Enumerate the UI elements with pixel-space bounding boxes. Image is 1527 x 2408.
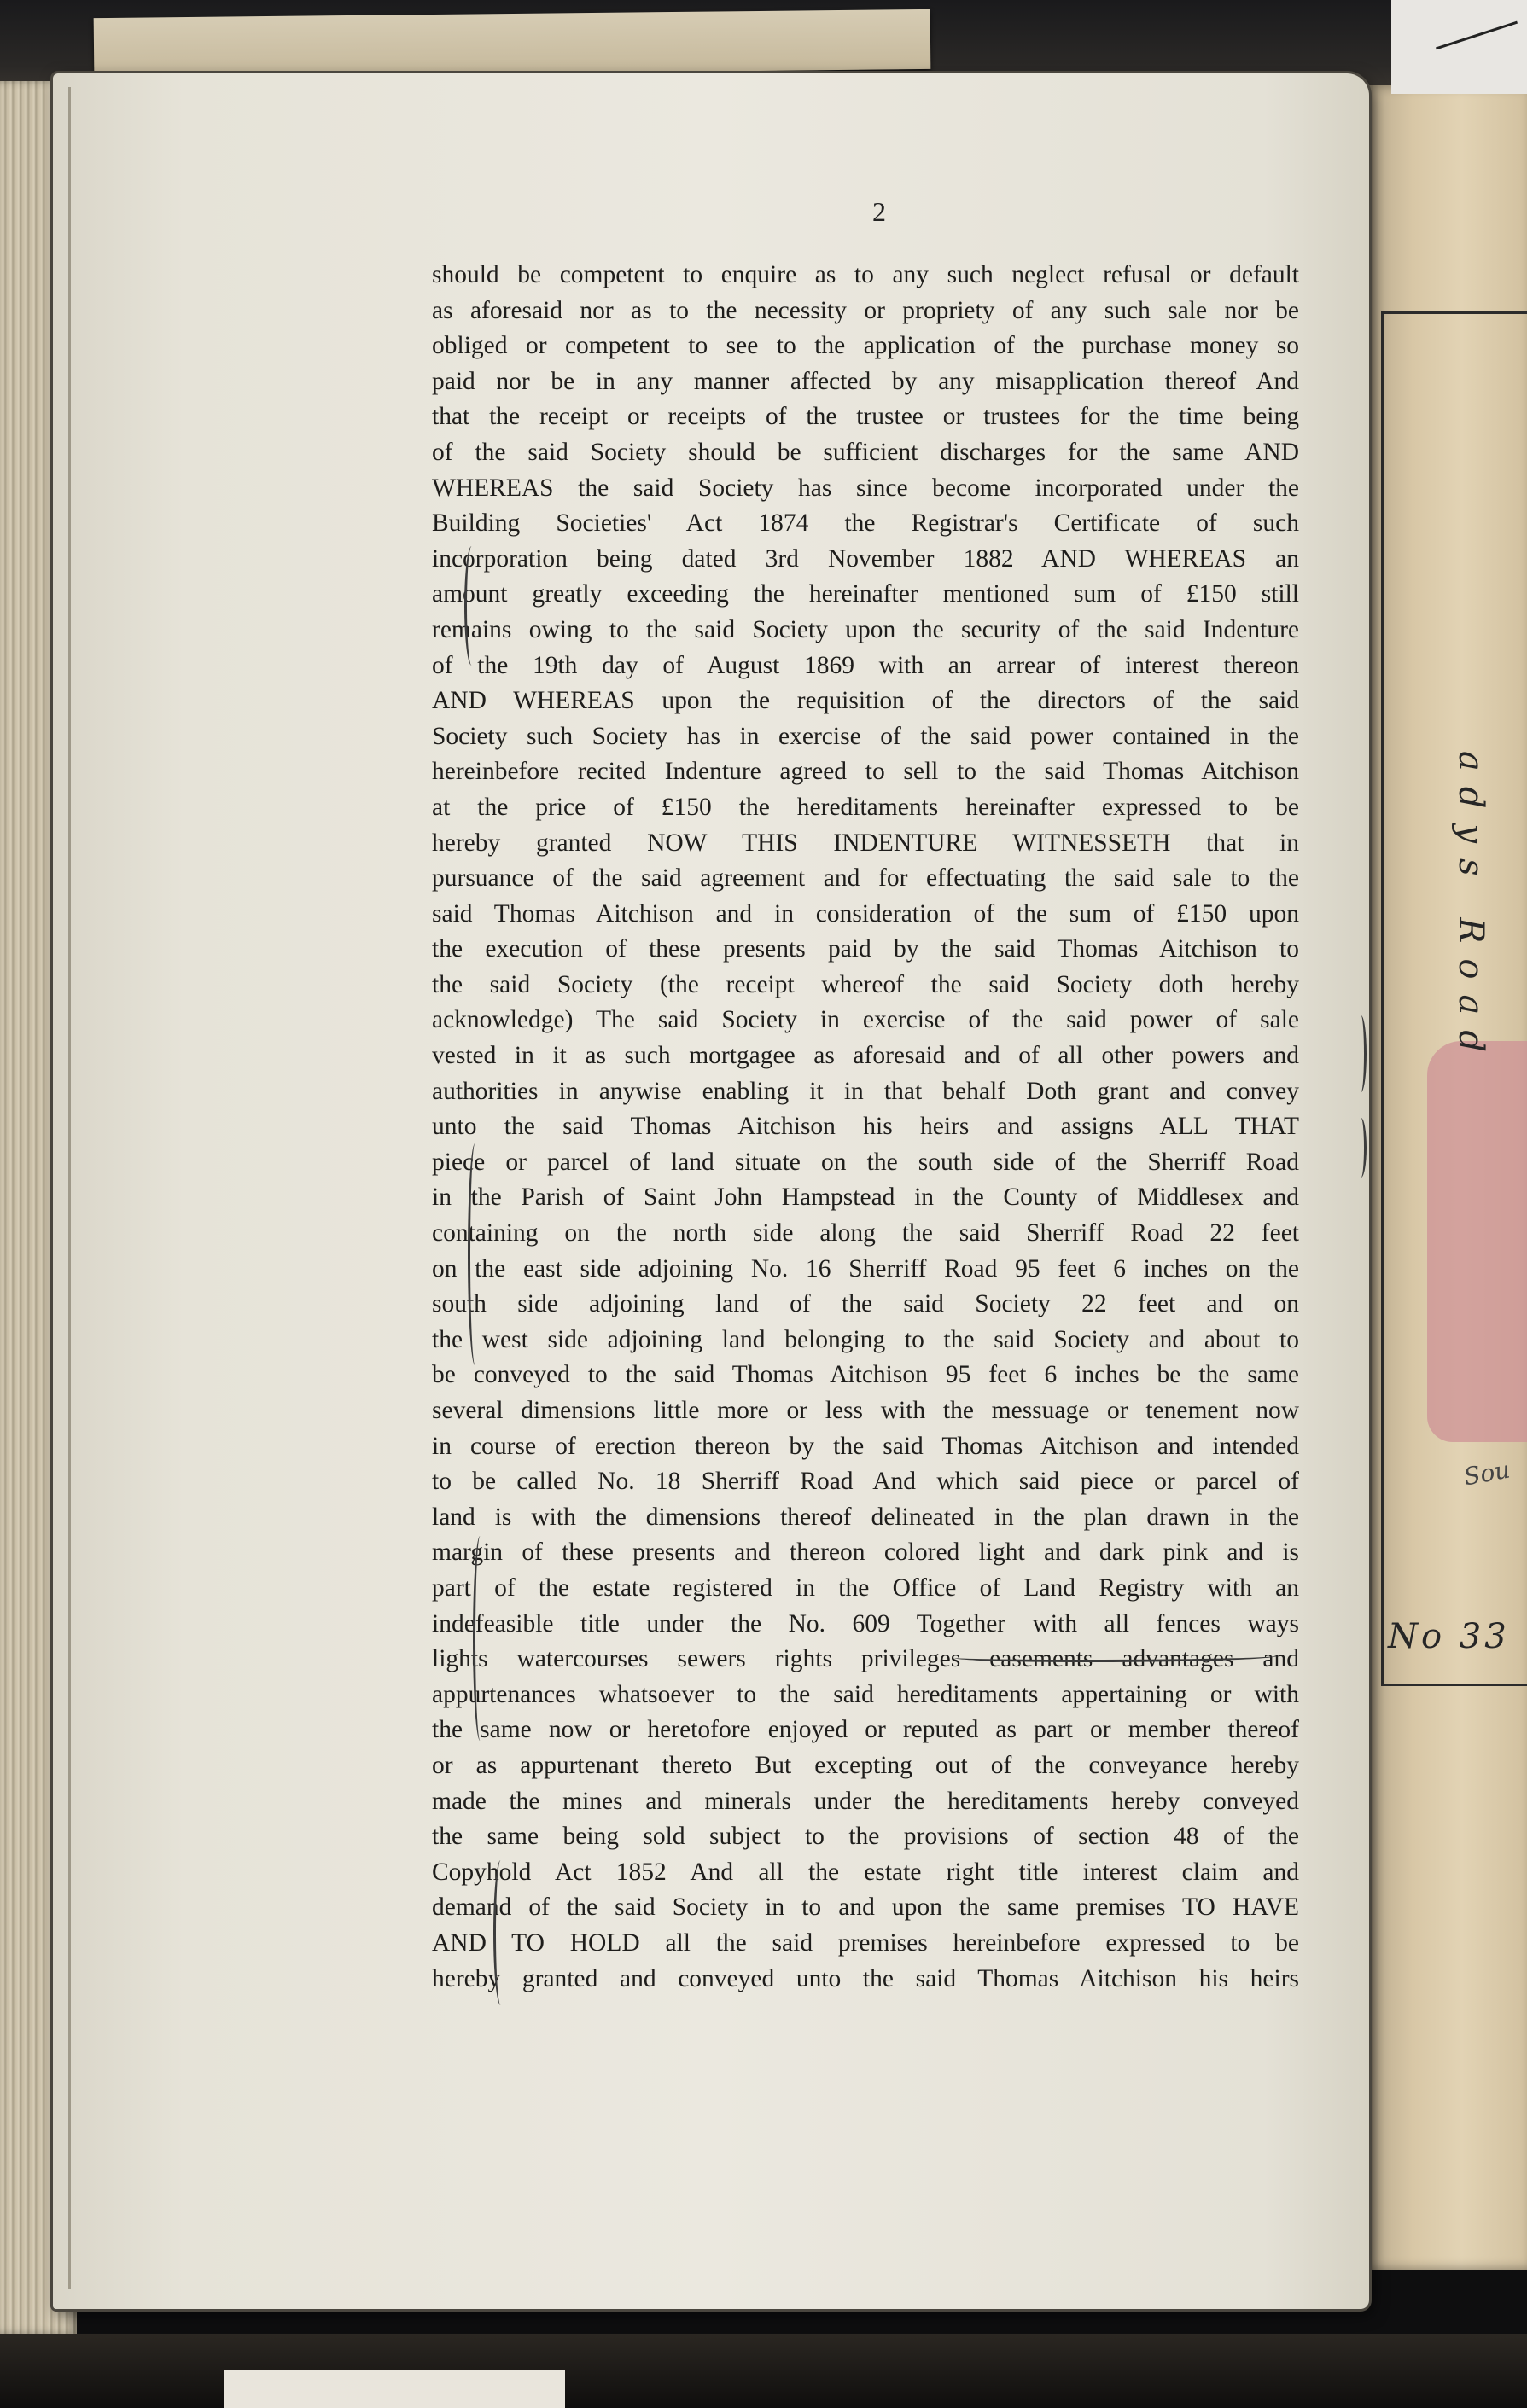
indenture-body-text xyxy=(432,258,1299,1997)
plan-number-label: No 33 xyxy=(1388,1617,1510,1656)
pencil-bracket-mark xyxy=(493,1860,508,2005)
pencil-bracket-mark xyxy=(473,1536,487,1741)
text-line: obliged or competent to see to the application of the purchase money so xyxy=(432,332,1299,360)
text-line: several dimensions little more or less with the messuage or tenement now xyxy=(432,1397,1299,1424)
text-line: Copyhold Act 1852 And all the estate right title interest claim and xyxy=(432,1858,1299,1886)
text-line: the west side adjoining land belonging to the said Society and about to xyxy=(432,1325,1299,1353)
text-line: in the Parish of Saint John Hampstead in the County of Middlesex and xyxy=(432,1184,1299,1212)
text-line: the execution of these presents paid by the said Thomas Aitchison to xyxy=(432,935,1299,963)
plan-road-label: adys Road xyxy=(1451,751,1490,1067)
text-line: that the receipt or receipts of the trustee or trustees for the time being xyxy=(432,403,1299,431)
text-line: demand of the said Society in to and upon the same premises TO HAVE xyxy=(432,1893,1299,1922)
text-line: margin of these presents and thereon colored light and dark pink and is xyxy=(432,1538,1299,1567)
text-line: at the price of £150 the hereditaments hereinafter expressed to be xyxy=(432,793,1299,821)
text-line: paid nor be in any manner affected by any misapplication thereof And xyxy=(432,367,1299,395)
text-line: containing on the north side along the said Sherriff Road 22 feet xyxy=(432,1219,1299,1248)
text-line: appurtenances whatsoever to the said hereditaments appertaining or with xyxy=(432,1680,1299,1708)
plan-sheet-corner xyxy=(1391,0,1527,94)
pencil-bracket-mark xyxy=(464,546,479,666)
text-line: the same being sold subject to the provisions of section 48 of the xyxy=(432,1823,1299,1851)
text-line: Building Societies' Act 1874 the Registrar's Certificate of such xyxy=(432,509,1299,538)
text-line: hereby granted NOW THIS INDENTURE WITNESSETH that in xyxy=(432,829,1299,857)
torn-paper-strip xyxy=(94,9,931,78)
text-line: hereinbefore recited Indenture agreed to sell to the said Thomas Aitchison xyxy=(432,758,1299,786)
page-inner-edge xyxy=(68,87,71,2289)
text-line: Society such Society has in exercise of the said power contained in the xyxy=(432,722,1299,750)
pencil-bracket-mark xyxy=(1355,1118,1367,1178)
pencil-bracket-mark xyxy=(468,1143,482,1365)
page-number: 2 xyxy=(872,196,886,227)
text-line: piece or parcel of land situate on the south side of the Sherriff Road xyxy=(432,1148,1299,1176)
text-line: AND TO HOLD all the said premises hereinbefore expressed to be xyxy=(432,1928,1299,1957)
text-line: indefeasible title under the No. 609 Together with all fences ways xyxy=(432,1609,1299,1637)
text-line: or as appurtenant thereto But excepting out of the conveyance hereby xyxy=(432,1751,1299,1779)
text-line: AND WHEREAS upon the requisition of the directors of the said xyxy=(432,687,1299,715)
text-line: the same now or heretofore enjoyed or reputed as part or member thereof xyxy=(432,1716,1299,1744)
text-line: be conveyed to the said Thomas Aitchison 95 feet 6 inches be the same xyxy=(432,1361,1299,1389)
text-line: said Thomas Aitchison and in consideration of the sum of £150 upon xyxy=(432,899,1299,928)
text-line: south side adjoining land of the said Society 22 feet and on xyxy=(432,1290,1299,1318)
text-line: remains owing to the said Society upon the security of the said Indenture xyxy=(432,615,1299,643)
text-line: made the mines and minerals under the hereditaments hereby conveyed xyxy=(432,1787,1299,1815)
text-line: WHEREAS the said Society has since become incorporated under the xyxy=(432,474,1299,502)
text-line: part of the estate registered in the Office of Land Registry with an xyxy=(432,1573,1299,1602)
text-line: of the said Society should be sufficient discharges for the same AND xyxy=(432,438,1299,466)
text-line: amount greatly exceeding the hereinafter mentioned sum of £150 still xyxy=(432,580,1299,608)
text-line: unto the said Thomas Aitchison his heirs and assigns ALL THAT xyxy=(432,1113,1299,1141)
text-line: to be called No. 18 Sherriff Road And which said piece or parcel of xyxy=(432,1468,1299,1496)
text-line: as aforesaid nor as to the necessity or propriety of any such sale nor be xyxy=(432,296,1299,324)
bottom-label-strip xyxy=(224,2370,565,2408)
text-line: the said Society (the receipt whereof the said Society doth hereby xyxy=(432,970,1299,998)
text-line: should be competent to enquire as to any such neglect refusal or default xyxy=(432,261,1299,288)
plan-lower-label: Sou xyxy=(1461,1455,1512,1492)
text-line: land is with the dimensions thereof delineated in the plan drawn in the xyxy=(432,1503,1299,1531)
text-line: pursuance of the said agreement and for effectuating the said sale to the xyxy=(432,864,1299,893)
text-line: of the 19th day of August 1869 with an arrear of interest thereon xyxy=(432,651,1299,679)
text-line: vested in it as such mortgagee as aforesaid and of all other powers and xyxy=(432,1042,1299,1070)
text-line: lights watercourses sewers rights privileges easements advantages and xyxy=(432,1645,1299,1673)
text-line: in course of erection thereon by the said Thomas Aitchison and intended xyxy=(432,1432,1299,1460)
text-line: on the east side adjoining No. 16 Sherriff Road 95 feet 6 inches on the xyxy=(432,1254,1299,1283)
text-line: authorities in anywise enabling it in that behalf Doth grant and convey xyxy=(432,1077,1299,1105)
pencil-bracket-mark xyxy=(1355,1015,1367,1092)
text-line: acknowledge) The said Society in exercise of the said power of sale xyxy=(432,1006,1299,1034)
text-line: hereby granted and conveyed unto the said Thomas Aitchison his heirs xyxy=(432,1964,1299,1992)
text-line: incorporation being dated 3rd November 1882 AND WHEREAS an xyxy=(432,544,1299,573)
